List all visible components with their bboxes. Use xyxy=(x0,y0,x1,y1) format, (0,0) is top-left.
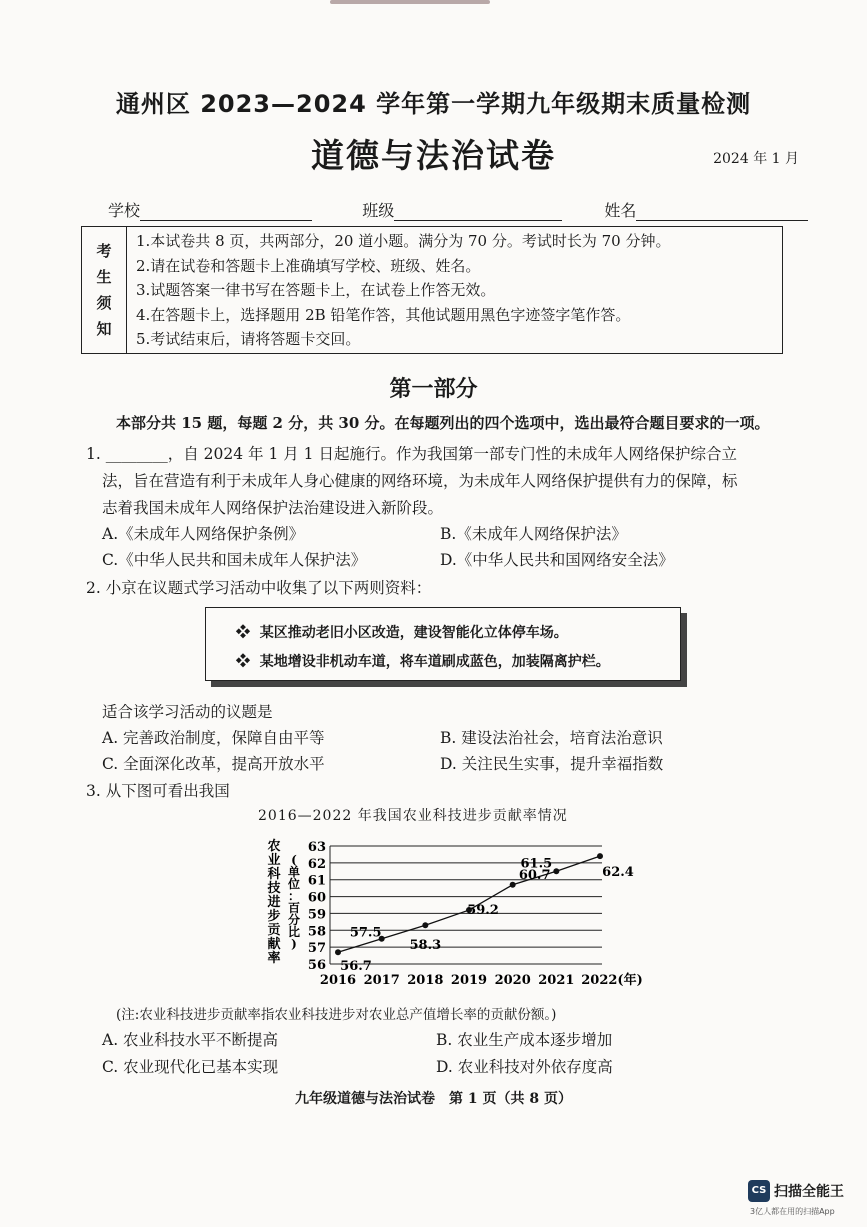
q3-option-d[interactable]: D. 农业科技对外依存度高 xyxy=(436,1058,613,1076)
contribution-rate-chart xyxy=(260,836,643,992)
data-label: 59.2 xyxy=(467,903,499,919)
notice-item: 5.考试结束后，请将答题卡交回。 xyxy=(136,330,361,348)
school-blank[interactable] xyxy=(140,204,312,221)
class-blank[interactable] xyxy=(394,204,562,221)
chart-note: (注:农业科技进步贡献率指农业科技进步对农业总产值增长率的贡献份额。) xyxy=(116,1007,557,1023)
q1-option-c[interactable]: C.《中华人民共和国未成年人保护法》 xyxy=(102,551,367,569)
q1-option-a[interactable]: A.《未成年人网络保护条例》 xyxy=(102,525,305,543)
data-point xyxy=(422,922,428,928)
part-title: 第一部分 xyxy=(389,376,478,402)
x-tick-label: 2022(年) xyxy=(581,973,643,988)
notice-label: 考 生 须 知 xyxy=(82,227,127,353)
school-label: 学校 xyxy=(108,201,141,220)
data-label: 57.5 xyxy=(349,925,382,941)
y-tick-label: 57 xyxy=(307,941,326,957)
data-label: 58.3 xyxy=(409,938,442,954)
q2-option-c[interactable]: C. 全面深化改革，提高开放水平 xyxy=(102,755,325,773)
exam-title: 通州区 2023—2024 学年第一学期九年级期末质量检测 xyxy=(115,90,752,118)
y-axis-unit: (单位：百分比) xyxy=(287,853,301,951)
q2-option-b[interactable]: B. 建设法治社会，培育法治意识 xyxy=(440,729,663,747)
notice-item: 1.本试卷共 8 页，共两部分，20 道小题。满分为 70 分。考试时长为 70 分钟。 xyxy=(136,232,671,250)
q2-stem: 2. 小京在议题式学习活动中收集了以下两则资料： xyxy=(86,579,432,597)
data-label: 56.7 xyxy=(340,959,372,975)
q1-line: 志着我国未成年人网络保护法治建设进入新阶段。 xyxy=(102,499,444,517)
y-tick-label: 61 xyxy=(307,873,326,889)
notice-item: 2.请在试卷和答题卡上准确填写学校、班级、姓名。 xyxy=(136,256,481,275)
q2-material-item: ❖ 某地增设非机动车道，将车道刷成蓝色，加装隔离护栏。 xyxy=(236,654,610,670)
y-axis-label: 农业科技进步贡献率 xyxy=(267,839,281,966)
notice-item: 3.试题答案一律书写在答题卡上，在试卷上作答无效。 xyxy=(136,281,496,299)
q2-material-box xyxy=(205,607,681,681)
y-tick-label: 62 xyxy=(307,856,326,872)
y-tick-label: 60 xyxy=(307,890,326,906)
y-tick-label: 58 xyxy=(307,924,326,940)
name-label: 姓名 xyxy=(604,201,637,220)
data-label: 62.4 xyxy=(602,865,634,881)
notice-list xyxy=(136,229,671,352)
scanner-brand-name: 扫描全能王 xyxy=(774,1184,844,1200)
q2-question: 适合该学习活动的议题是 xyxy=(102,703,273,721)
subject-title: 道德与法治试卷 xyxy=(311,136,556,175)
scanner-tagline: 3亿人都在用的扫描App xyxy=(750,1207,835,1216)
q1-line: 1. ________，自 2024 年 1 月 1 日起施行。作为我国第一部专门性的未成年人网络保护综合立 xyxy=(86,445,737,463)
q2-option-d[interactable]: D. 关注民生实事，提升幸福指数 xyxy=(440,755,664,773)
bullet-icon: ❖ xyxy=(236,654,250,670)
q1-option-d[interactable]: D.《中华人民共和国网络安全法》 xyxy=(440,551,674,569)
q3-option-a[interactable]: A. 农业科技水平不断提高 xyxy=(102,1031,279,1049)
data-label: 61.5 xyxy=(520,856,553,872)
q3-stem: 3. 从下图可看出我国 xyxy=(86,782,230,800)
data-point xyxy=(510,882,516,888)
scan-edge-mark xyxy=(330,0,490,4)
part-intro: 本部分共 15 题，每题 2 分，共 30 分。在每题列出的四个选项中，选出最符合题目要求的一项。 xyxy=(116,414,770,432)
x-tick-label: 2016 xyxy=(319,973,357,988)
x-tick-label: 2019 xyxy=(450,973,488,988)
data-point xyxy=(597,853,603,859)
notice-item: 4.在答题卡上，选择题用 2B 铅笔作答，其他试题用黑色字迹签字笔作答。 xyxy=(136,305,631,324)
scanner-watermark xyxy=(748,1180,858,1220)
q2-material-item: ❖ 某区推动老旧小区改造，建设智能化立体停车场。 xyxy=(236,625,568,641)
scanner-logo-icon: CS xyxy=(748,1180,770,1202)
q3-option-c[interactable]: C. 农业现代化已基本实现 xyxy=(102,1058,279,1076)
class-label: 班级 xyxy=(362,201,395,220)
student-info-fields xyxy=(108,198,808,221)
x-tick-label: 2020 xyxy=(494,973,531,988)
x-tick-label: 2021 xyxy=(538,973,575,988)
y-tick-label: 56 xyxy=(307,958,326,973)
q3-option-b[interactable]: B. 农业生产成本逐步增加 xyxy=(436,1031,613,1049)
data-point xyxy=(335,949,341,955)
x-tick-label: 2018 xyxy=(407,973,444,988)
page-footer: 九年级道德与法治试卷 第 1 页（共 8 页） xyxy=(295,1091,572,1107)
exam-notice-box xyxy=(81,226,783,354)
q1-option-b[interactable]: B.《未成年人网络保护法》 xyxy=(440,525,627,543)
x-tick-label: 2017 xyxy=(363,973,400,988)
y-tick-label: 59 xyxy=(307,907,326,923)
data-point xyxy=(553,868,559,874)
bullet-icon: ❖ xyxy=(236,625,250,641)
y-tick-label: 63 xyxy=(307,840,326,855)
q1-line: 法，旨在营造有利于未成年人身心健康的网络环境，为未成年人网络保护提供有力的保障，标 xyxy=(102,472,738,490)
data-label: 60.7 xyxy=(518,867,551,883)
name-blank[interactable] xyxy=(636,204,808,221)
chart-title: 2016—2022 年我国农业科技进步贡献率情况 xyxy=(258,808,568,824)
q2-option-a[interactable]: A. 完善政治制度，保障自由平等 xyxy=(102,729,325,747)
exam-date: 2024 年 1 月 xyxy=(713,151,799,167)
